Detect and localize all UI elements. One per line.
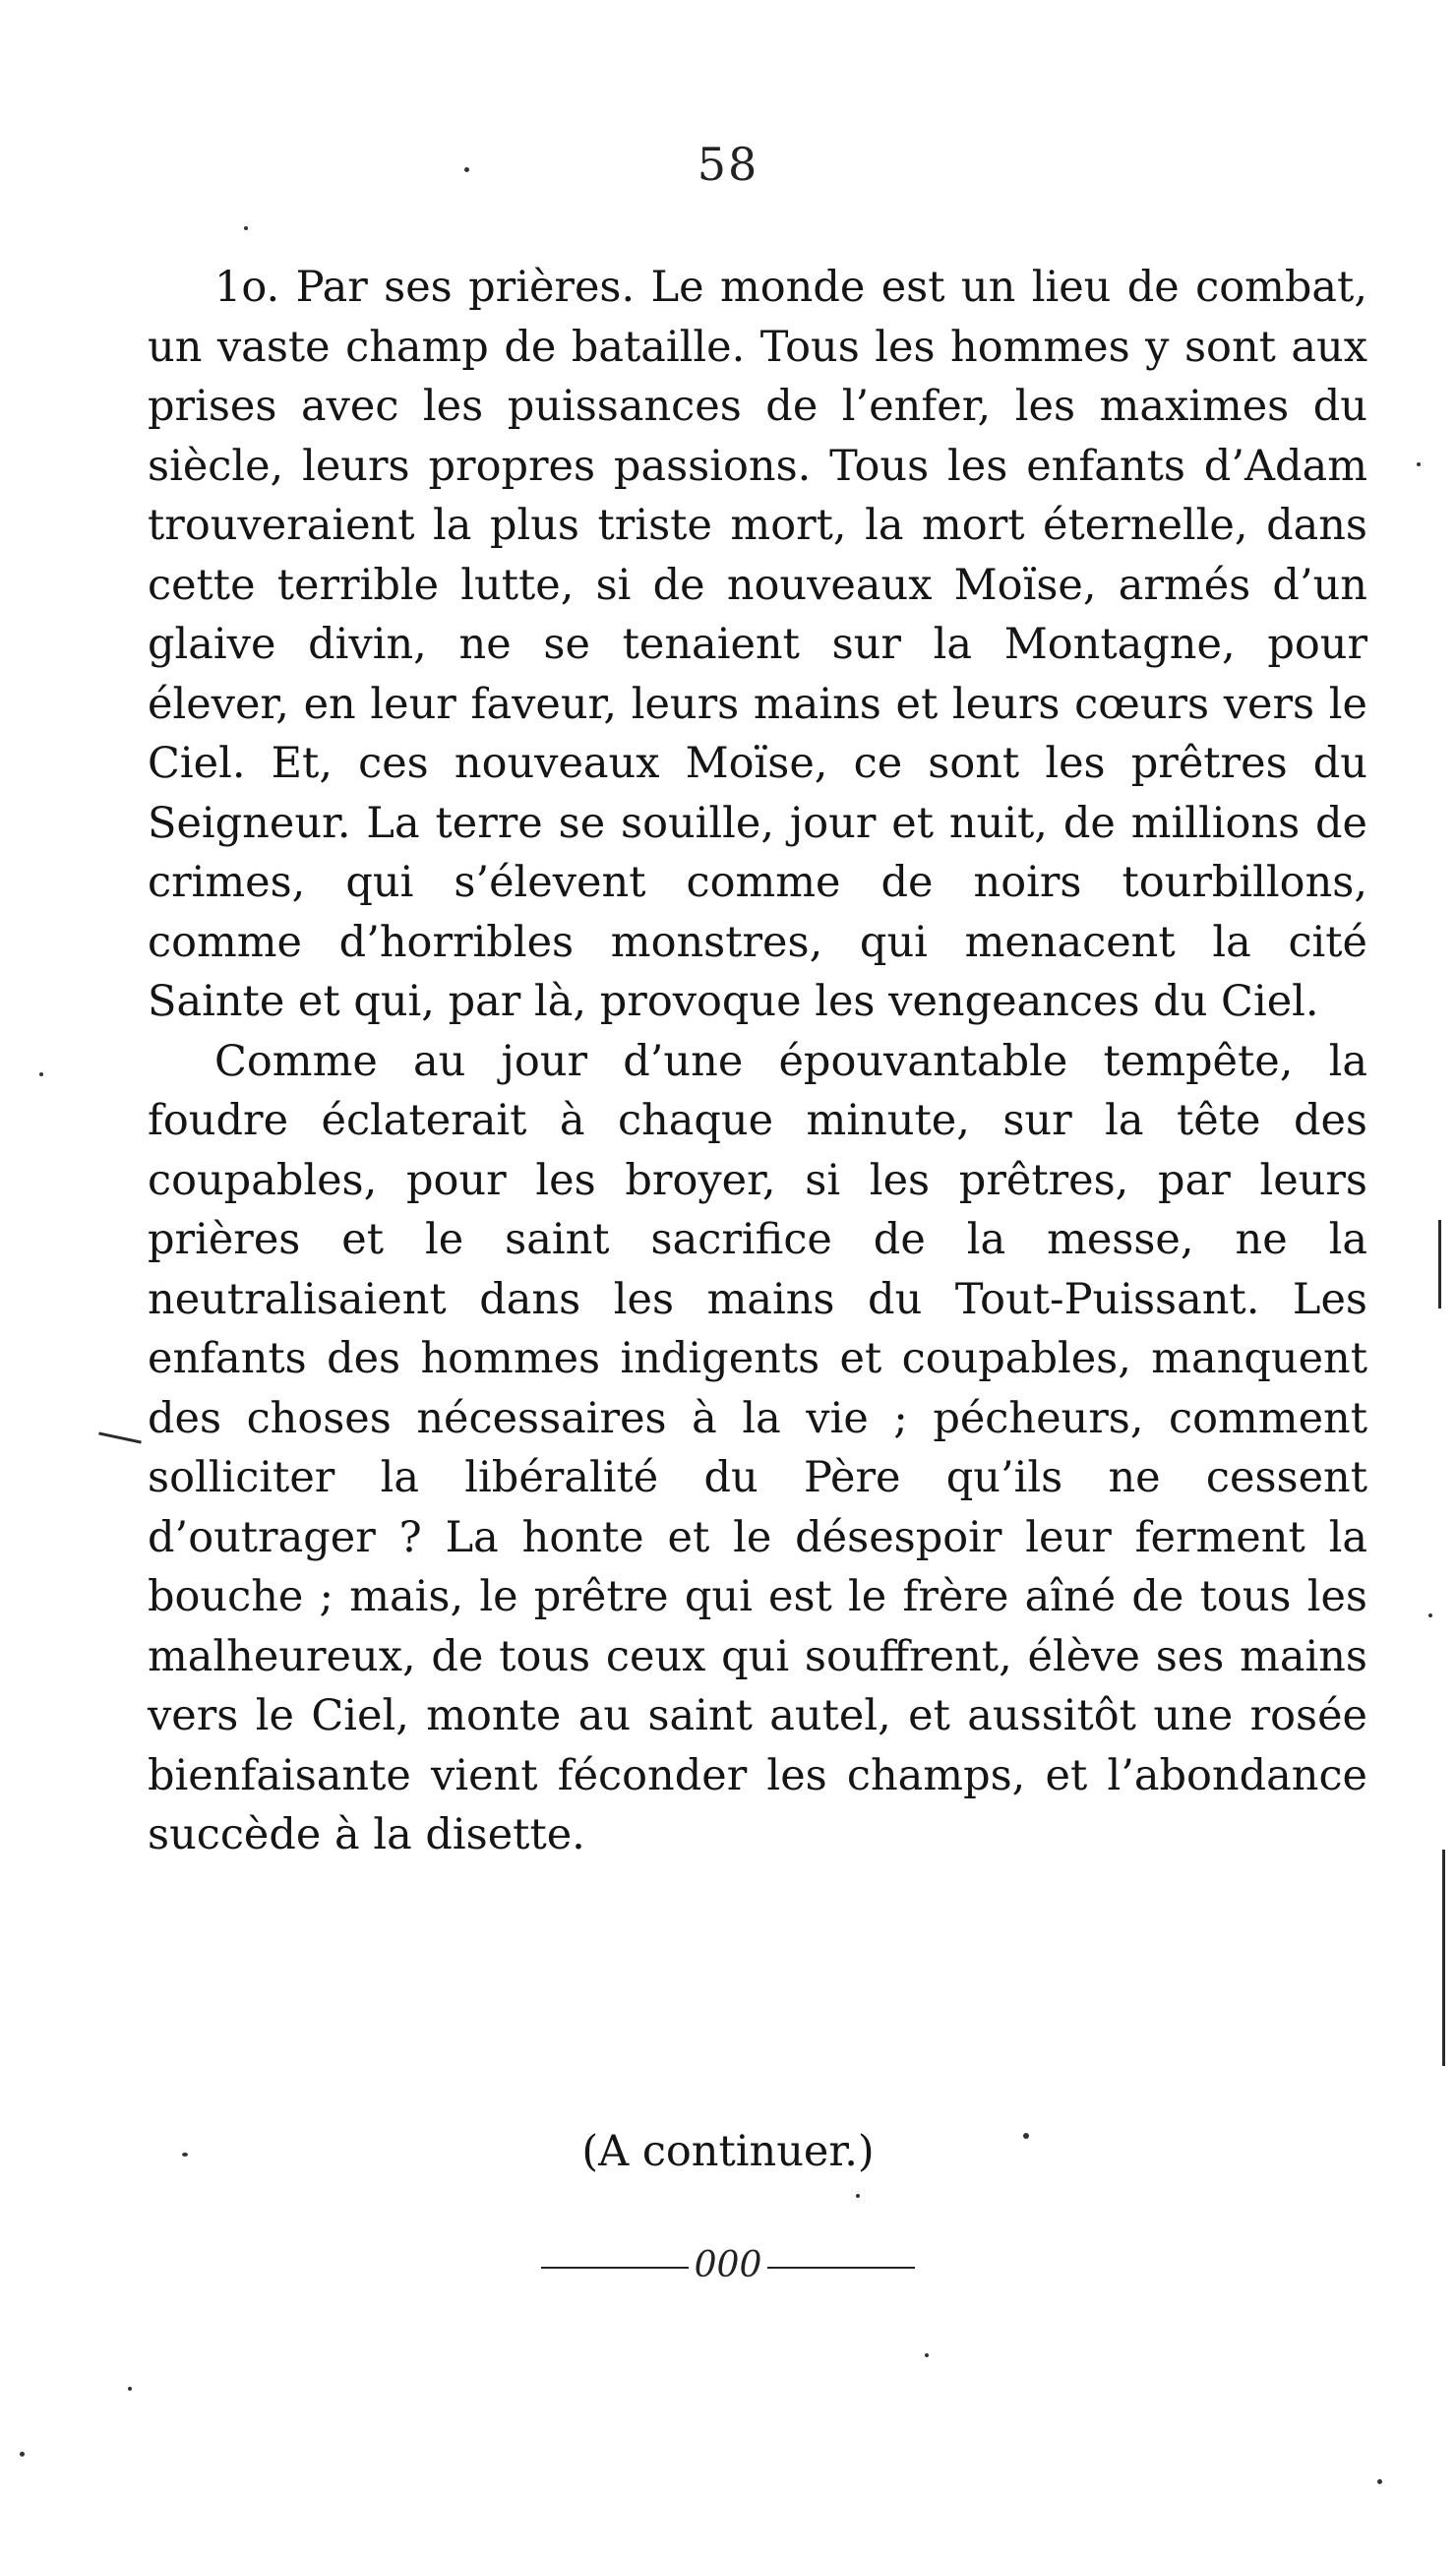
scan-speck: [1428, 1613, 1432, 1617]
scan-speck: [39, 1072, 43, 1076]
ornament-rule-right: [767, 2267, 915, 2269]
scan-margin-rule-upper: [1438, 1220, 1441, 1308]
end-ornament: [0, 2245, 1456, 2285]
page-number: 58: [697, 138, 759, 191]
scan-speck: [244, 226, 248, 230]
scan-speck: [1023, 2133, 1029, 2139]
scan-speck: [925, 2353, 929, 2357]
scan-speck: [464, 167, 469, 172]
scan-speck: [1417, 462, 1421, 466]
ornament-rule-left: [541, 2267, 689, 2269]
scan-margin-rule-lower: [1442, 1850, 1445, 2066]
scan-speck: [856, 2194, 860, 2198]
scan-speck: [128, 2387, 132, 2391]
scan-margin-mark: [98, 1431, 142, 1443]
paragraph-1: 1o. Par ses prières. Le monde est un lieu de combat, un vaste champ de bataille. Tous les hommes y sont aux prises avec les puissances de l’enfer, les maximes du siècle, leurs propres passions. Tous les enfants d’Adam trouveraient la plus triste mort, la mort éternelle, dans cette terrible lutte, si de nouveaux Moïse, armés d’un glaive divin, ne se tenaient sur la Montagne, pour élever, en leur faveur, leurs mains et leurs cœurs vers le Ciel. Et, ces nouveaux Moïse, ce sont les prêtres du Seigneur. La terre se souille, jour et nuit, de millions de crimes, qui s’élevent comme de noirs tourbillons, comme d’horribles monstres, qui menacent la cité Sainte et qui, par là, provoque les vengeances du Ciel.: [148, 263, 1367, 1026]
scan-speck: [182, 2153, 188, 2157]
body-text: [148, 258, 1367, 1865]
paragraph-2: Comme au jour d’une épouvantable tempête, la foudre éclaterait à chaque minute, sur la tête des coupables, pour les broyer, si les prêtres, par leurs prières et le saint sacrifice de la messe, ne la neutralisaient dans les mains du Tout-Puissant. Les enfants des hommes indigents et coupables, manquent des choses nécessaires à la vie ; pécheurs, comment solliciter la libéralité du Père qu’ils ne cessent d’outrager ? La honte et le désespoir leur ferment la bouche ; mais, le prêtre qui est le frère aîné de tous les malheureux, de tous ceux qui souffrent, élève ses mains vers le Ciel, monte au saint autel, et aussitôt une rosée bienfaisante vient féconder les champs, et l’abondance succède à la disette.: [148, 1036, 1367, 1859]
continuation-note: (A continuer.): [581, 2127, 875, 2176]
ornament-text: 000: [694, 2245, 762, 2285]
scan-speck: [1377, 2479, 1382, 2484]
scan-speck: [20, 2452, 25, 2457]
